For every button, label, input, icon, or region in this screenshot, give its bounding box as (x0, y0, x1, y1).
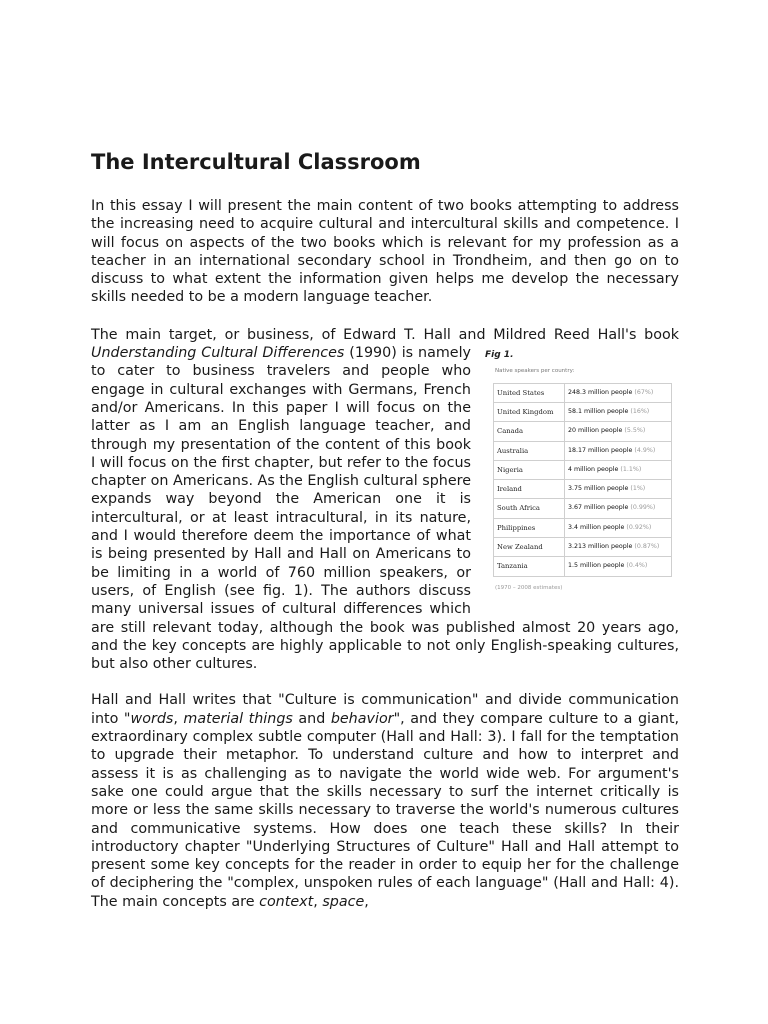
table-row (494, 557, 672, 576)
term-words: words (130, 710, 174, 727)
table-row (494, 518, 672, 537)
document-title: The Intercultural Classroom (91, 150, 421, 174)
table-row (494, 441, 672, 460)
speakers-cell (565, 383, 672, 402)
speakers-cell (565, 480, 672, 499)
speakers-cell (565, 538, 672, 557)
speakers-percent: (0.92%) (626, 523, 652, 531)
speakers-percent: (1%) (630, 485, 646, 493)
figure-label: Fig 1. (485, 350, 514, 361)
paragraph-lead: The main target, or business, of Edward T. Hall and Mildred Reed Hall's book (91, 326, 679, 343)
text-span: , (313, 893, 323, 910)
speakers-value: 1.5 million people (568, 562, 625, 570)
speakers-cell (565, 422, 672, 441)
speakers-percent: (4.9%) (634, 446, 656, 454)
table-row (494, 499, 672, 518)
speakers-cell (565, 460, 672, 479)
country-cell: United States (494, 383, 565, 402)
term-behavior: behavior (330, 710, 394, 727)
speakers-value: 3.213 million people (568, 543, 633, 551)
text-span: and (292, 710, 331, 727)
term-space: space (322, 893, 365, 910)
text-span: , (364, 893, 369, 910)
speakers-cell (565, 402, 672, 421)
table-row (494, 460, 672, 479)
speakers-percent: (67%) (634, 388, 654, 396)
country-cell: New Zealand (494, 538, 565, 557)
country-cell: Philippines (494, 518, 565, 537)
country-cell: Australia (494, 441, 565, 460)
speakers-value: 3.75 million people (568, 485, 629, 493)
paragraph-culture-communication (91, 691, 679, 911)
book-title: Understanding Cultural Differences (91, 345, 345, 362)
country-cell: Tanzania (494, 557, 565, 576)
speakers-table (493, 383, 672, 577)
speakers-percent: (5.5%) (624, 427, 646, 435)
term-context: context (259, 893, 314, 910)
table-row (494, 402, 672, 421)
text-span: Hall and Hall writes that "Culture is communication" and divide communication into " (91, 692, 679, 727)
table-row (494, 422, 672, 441)
country-cell: South Africa (494, 499, 565, 518)
speakers-value: 20 million people (568, 427, 623, 435)
paragraph-body: (1990) is namely to cater to business travelers and people who engage in cultural exchanges with Germans, French and/or Americans. In this paper I will focus on the latter as I am an English language teacher, and through my presentation of the content of this book I will focus on the first chapter, but refer to the focus chapter on Americans. As the English cultural sphere expands way beyond the American one it is intercultural, or at least intracultural, in its nature, and I would therefore deem the importance of what is being presented by Hall and Hall on Americans to be limiting in a world of 760 million speakers, or users, of English (see fig. 1). The authors discuss many universal issues of cultural differences which are still relevant today, although the book was published almost 20 years ago, and the key concepts are highly applicable to not only English-speaking cultures, but also other cultures. (91, 345, 679, 673)
speakers-percent: (0.99%) (630, 504, 656, 512)
term-material-things: material things (183, 710, 293, 727)
speakers-cell (565, 557, 672, 576)
speakers-value: 4 million people (568, 465, 619, 473)
figure-footnote: (1970 – 2008 estimates) (495, 584, 563, 591)
text-span: , (173, 710, 184, 727)
country-cell: Nigeria (494, 460, 565, 479)
speakers-value: 58.1 million people (568, 407, 629, 415)
country-cell: Canada (494, 422, 565, 441)
speakers-percent: (1.1%) (620, 465, 642, 473)
figure-1 (485, 344, 685, 597)
table-row (494, 480, 672, 499)
paragraph-hall-book (91, 326, 679, 674)
speakers-cell (565, 518, 672, 537)
speakers-percent: (16%) (630, 407, 650, 415)
speakers-value: 3.67 million people (568, 504, 629, 512)
country-cell: Ireland (494, 480, 565, 499)
country-cell: United Kingdom (494, 402, 565, 421)
figure-caption: Native speakers per country: (495, 368, 575, 375)
speakers-cell (565, 499, 672, 518)
speakers-value: 3.4 million people (568, 523, 625, 531)
speakers-value: 248.3 million people (568, 388, 633, 396)
text-span: ", and they compare culture to a giant, extraordinary complex subtle computer (Hall and Hall: 3). I fall for the temptation to upgrade their metaphor. To understand culture and how to interpret and assess it is as challenging as to navigate the world wide web. For argument's sake one could argue that the skills necessary to surf the internet critically is more or less the same skills necessary to traverse the world's numerous cultures and communicative systems. How does one teach these skills? In their introductory chapter "Underlying Structures of Culture" Hall and Hall attempt to present some key concepts for the reader in order to equip her for the challenge of deciphering the "complex, unspoken rules of each language" (Hall and Hall: 4). The main concepts are (91, 710, 679, 910)
document-page (91, 148, 679, 911)
speakers-percent: (0.4%) (626, 562, 648, 570)
speakers-percent: (0.87%) (634, 543, 660, 551)
table-row (494, 383, 672, 402)
table-row (494, 538, 672, 557)
paragraph-intro: In this essay I will present the main content of two books attempting to address the increasing need to acquire cultural and intercultural skills and competence. I will focus on aspects of the two books which is relevant for my profession as a teacher in an international secondary school in Trondheim, and then go on to discuss to what extent the information given helps me develop the necessary skills needed to be a modern language teacher. (91, 198, 679, 306)
speakers-cell (565, 441, 672, 460)
speakers-value: 18.17 million people (568, 446, 633, 454)
